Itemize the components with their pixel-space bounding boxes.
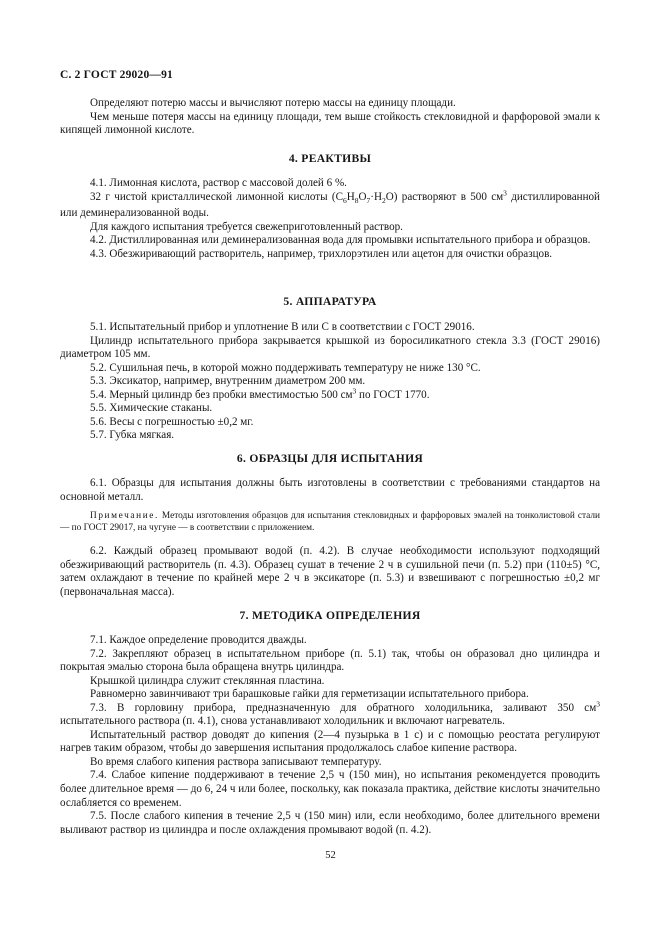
intro-text: [60, 97, 600, 138]
paragraph: 7.5. После слабого кипения в течение 2,5 ч (150 мин) или, если необходимо, более длительного времени выливают раствор из цилиндра и после охлаждения промывают водой (п. 4.2).: [60, 810, 600, 836]
paragraph: Для каждого испытания требуется свежеприготовленный раствор.: [90, 220, 403, 233]
paragraph: 5.6. Весы с погрешностью ±0,2 мг.: [90, 415, 254, 428]
paragraph-formula: 32 г чистой кристаллической лимонной кислоты $(C_6H_8O_7\cdot H_2O)$ растворяют в 500 $см^3$ дистиллированной или деминерализованной воды.: [60, 187, 600, 220]
paragraph: Равномерно завинчивают три барашковые гайки для герметизации испытательного прибора.: [90, 688, 529, 701]
paragraph: 5.2. Сушильная печь, в которой можно поддерживать температуру не ниже 130 °С.: [90, 361, 481, 374]
section-samples-body-1: [60, 477, 600, 504]
paragraph: 7.1. Каждое определение проводится дважды.: [90, 634, 307, 646]
paragraph: Определяют потерю массы и вычисляют потерю массы на единицу площади.: [90, 97, 456, 109]
paragraph: Во время слабого кипения раствора записывают температуру.: [90, 755, 382, 768]
section-heading-samples: 6. ОБРАЗЦЫ ДЛЯ ИСПЫТАНИЯ: [236, 452, 424, 465]
section-method-body: [60, 634, 600, 837]
paragraph: 6.1. Образцы для испытания должны быть изготовлены в соответствии с требованиями стандартов на основной металл.: [60, 477, 600, 503]
note-text: Методы изготовления образцов для испытания стекловидных и фарфоровых эмалей на тонколистовой стали — по ГОСТ 29017, на чугуне — в соответствии с приложением.: [60, 511, 600, 534]
paragraph: 7.4. Слабое кипение поддерживают в течение 2,5 ч (150 мин), но испытания рекомендуется проводить более длительное время — до 6, 24 ч или более, поскольку, как показала практика, действие кислоты значительно ослабляется со временем.: [60, 769, 600, 809]
paragraph: 4.1. Лимонная кислота, раствор с массовой долей 6 %.: [90, 177, 347, 189]
section-reagents-body: [60, 177, 600, 262]
paragraph: 5.3. Эксикатор, например, внутренним диаметром 200 мм.: [90, 375, 366, 388]
section-samples-body-2: [60, 545, 600, 599]
note: [60, 510, 600, 534]
section-heading-method: 7. МЕТОДИКА ОПРЕДЕЛЕНИЯ: [239, 609, 421, 622]
running-header: С. 2 ГОСТ 29020—91: [60, 69, 173, 81]
paragraph: 4.2. Дистиллированная или деминерализованная вода для промывки испытательного прибора и образцов.: [90, 234, 591, 247]
paragraph: 5.4. Мерный цилиндр без пробки вместимостью 500 $см^3$ по ГОСТ 1770.: [90, 386, 430, 401]
paragraph: 4.3. Обезжиривающий растворитель, например, трихлорэтилен или ацетон для очистки образцов.: [90, 247, 553, 260]
paragraph: Крышкой цилиндра служит стеклянная пластина.: [90, 674, 325, 687]
section-heading-apparatus: 5. АППАРАТУРА: [283, 295, 377, 308]
note-label: Примечание.: [90, 511, 159, 521]
section-heading-reagents: 4. РЕАКТИВЫ: [288, 152, 372, 165]
paragraph: Испытательный раствор доводят до кипения (2—4 пузырька в 1 с) и с помощью реостата регулируют нагрев таким образом, чтобы до завершения испытания продолжалось слабое кипение раствора.: [60, 728, 600, 755]
paragraph: 7.2. Закрепляют образец в испытательном приборе (п. 5.1) так, чтобы он образовал дно цилиндра и покрытая эмалью сторона была обращена внутрь цилиндра.: [60, 647, 600, 674]
paragraph: 5.5. Химические стаканы.: [90, 402, 213, 415]
paragraph: Цилиндр испытательного прибора закрывается крышкой из боросиликатного стекла 3.3 (ГОСТ 29016) диаметром 105 мм.: [60, 334, 600, 361]
paragraph: Чем меньше потеря массы на единицу площади, тем выше стойкость стекловидной и фарфоровой эмали к кипящей лимонной кислоте.: [60, 110, 600, 137]
paragraph: 6.2. Каждый образец промывают водой (п. 4.2). В случае необходимости используют подходящий обезжиривающий растворитель (п. 4.3). Образец сушат в течение 2 ч в сушильной печи (п. 5.2) при (110±5) °С, затем охлаждают в течение по крайней мере 2 ч в эксикаторе (п. 5.3) и взвешивают с погрешностью ±0,2 мг (первоначальная масса).: [60, 545, 600, 598]
page-number: 52: [325, 850, 336, 861]
section-apparatus-body: [60, 321, 600, 443]
paragraph: 5.7. Губка мягкая.: [90, 429, 175, 442]
paragraph: 7.3. В горловину прибора, предназначенную для обратного холодильника, заливают 350 $см^3$ испытательного раствора (п. 4.1), снова устанавливают холодильник и включают нагреватель.: [60, 699, 600, 728]
paragraph: 5.1. Испытательный прибор и уплотнение В или С в соответствии с ГОСТ 29016.: [90, 321, 475, 333]
